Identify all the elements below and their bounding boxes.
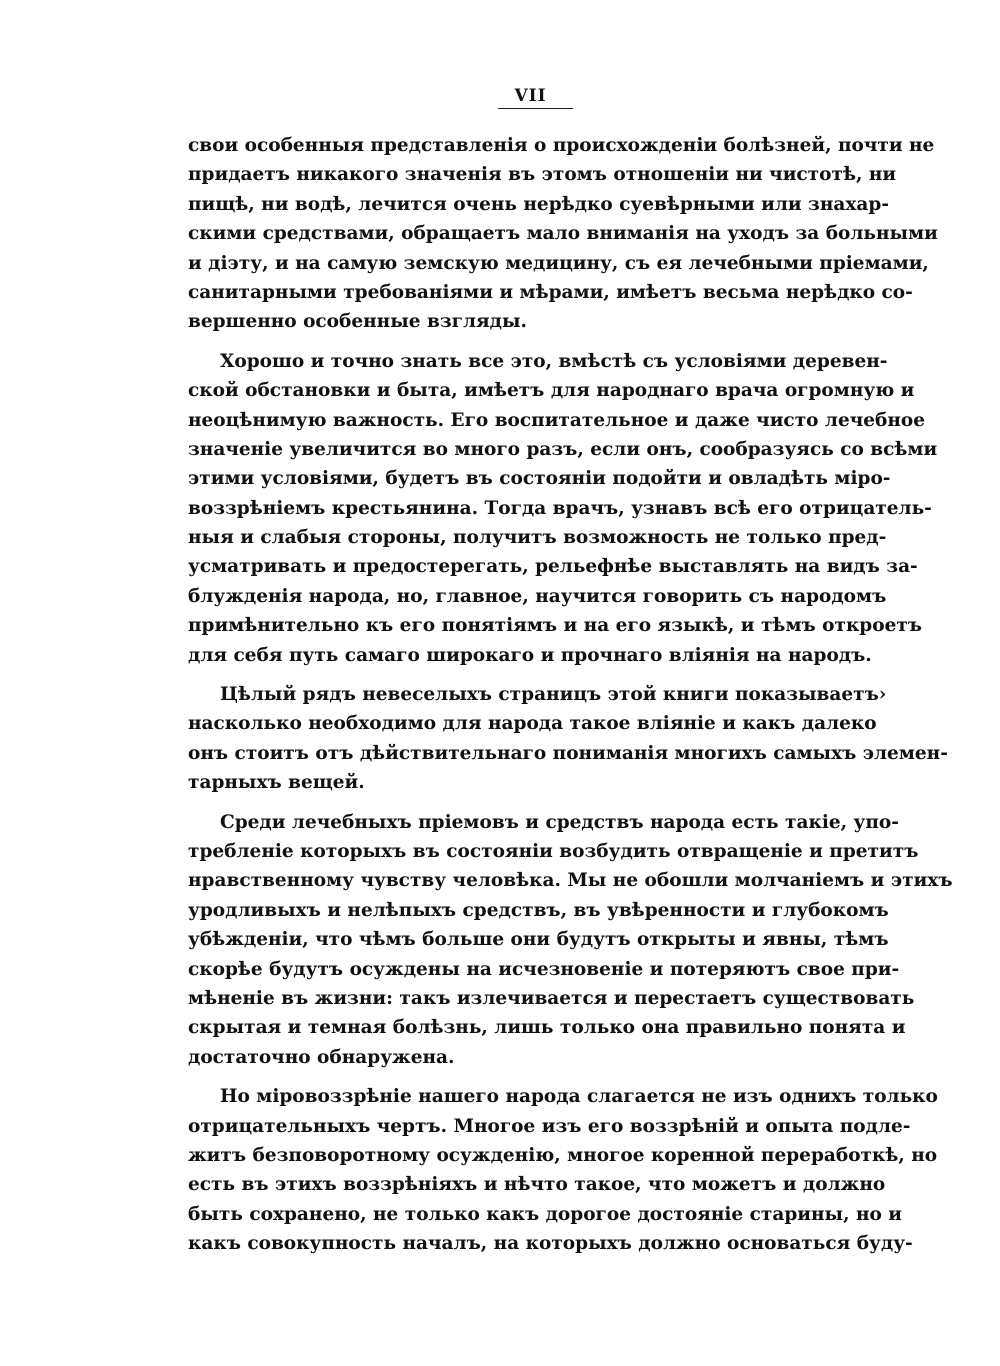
text-line: какъ совокупность началъ, на которыхъ должно основаться буду- (188, 1233, 913, 1255)
paragraph-gap (188, 1072, 873, 1082)
text-line: неоцѣнимую важность. Его воспитательное и даже чисто лечебное (188, 409, 926, 431)
text-line: нравственному чувству человѣка. Мы не обошли молчаніемъ и этихъ (188, 870, 953, 892)
text-line: придаетъ никакого значенія въ этомъ отношеніи ни чистотѣ, ни (188, 164, 897, 186)
text-line: насколько необходимо для народа такое вліяніе и какъ далеко (188, 713, 877, 735)
text-line: уродливыхъ и нелѣпыхъ средствъ, въ увѣренности и глубокомъ (188, 899, 889, 921)
text-line: примѣнительно къ его понятіямъ и на его языкѣ, и тѣмъ откроетъ (188, 615, 923, 637)
text-line: пищѣ, ни водѣ, лечится очень нерѣдко суевѣрными или знахар- (188, 193, 889, 215)
paragraph (188, 680, 948, 798)
text-line: значеніе увеличится во много разъ, если онъ, сообразуясь со всѣми (188, 438, 938, 460)
text-line: скими средствами, обращаетъ мало вниманія на уходъ за больными (188, 223, 938, 245)
text-line: скорѣе будутъ осуждены на исчезновеніе и потеряютъ свое при- (188, 958, 900, 980)
paragraph (188, 1082, 938, 1258)
text-line: быть сохранено, не только какъ дорогое достояніе старины, но и (188, 1203, 903, 1225)
text-line: Цѣлый рядъ невеселыхъ страницъ этой книги показываетъ› (220, 684, 887, 706)
text-line: онъ стоитъ отъ дѣйствительнаго пониманія многихъ самыхъ элемен- (188, 742, 948, 764)
text-line: усматривать и предостерегать, рельефнѣе выставлять на видъ за- (188, 556, 918, 578)
text-line: Хорошо и точно знать все это, вмѣстѣ съ условіями деревен- (220, 350, 888, 372)
text-line: Среди лечебныхъ пріемовъ и средствъ народа есть такіе, упо- (220, 811, 899, 833)
text-line: ныя и слабыя стороны, получитъ возможность не только пред- (188, 527, 887, 549)
text-line: этими условіями, будетъ въ состояніи подойти и овладѣть міро- (188, 468, 891, 490)
paragraph-gap (188, 798, 873, 808)
text-line: санитарными требованіями и мѣрами, имѣетъ весьма нерѣдко со- (188, 281, 913, 303)
book-page (188, 0, 953, 1366)
paragraph (188, 131, 938, 337)
paragraph (188, 808, 953, 1073)
text-line: для себя путь самаго широкаго и прочнаго вліянія на народъ. (188, 644, 872, 666)
text-line: вершенно особенные взгляды. (188, 311, 527, 333)
page-number: VII (514, 86, 547, 106)
text-line: есть въ этихъ воззрѣніяхъ и нѣчто такое, что можетъ и должно (188, 1174, 886, 1196)
text-line: житъ безповоротному осужденію, многое коренной переработкѣ, но (188, 1144, 938, 1166)
text-line: мѣненіе въ жизни: такъ излечивается и перестаетъ существовать (188, 987, 915, 1009)
text-line: убѣжденіи, что чѣмъ больше они будутъ открыты и явны, тѣмъ (188, 929, 889, 951)
text-line: блужденія народа, но, главное, научится говорить съ народомъ (188, 585, 887, 607)
paragraph (188, 347, 938, 670)
body-text (188, 131, 953, 1258)
text-line: скрытая и темная болѣзнь, лишь только она правильно понята и (188, 1017, 906, 1039)
paragraph-gap (188, 670, 873, 680)
page-number-rule (498, 108, 573, 109)
text-line: Но міровоззрѣніе нашего народа слагается не изъ однихъ только (220, 1086, 938, 1108)
text-line: воззрѣніемъ крестьянина. Тогда врачъ, узнавъ всѣ его отрицатель- (188, 497, 932, 519)
text-line: требленіе которыхъ въ состояніи возбудить отвращеніе и претитъ (188, 840, 919, 862)
text-line: и діэту, и на самую земскую медицину, съ ея лечебными пріемами, (188, 252, 929, 274)
text-line: отрицательныхъ чертъ. Многое изъ его воззрѣній и опыта подле- (188, 1115, 911, 1137)
paragraph-gap (188, 337, 873, 347)
text-line: тарныхъ вещей. (188, 772, 365, 794)
text-line: достаточно обнаружена. (188, 1046, 455, 1068)
text-line: свои особенныя представленія о происхожденіи болѣзней, почти не (188, 135, 935, 156)
text-line: ской обстановки и быта, имѣетъ для народнаго врача огромную и (188, 380, 915, 402)
